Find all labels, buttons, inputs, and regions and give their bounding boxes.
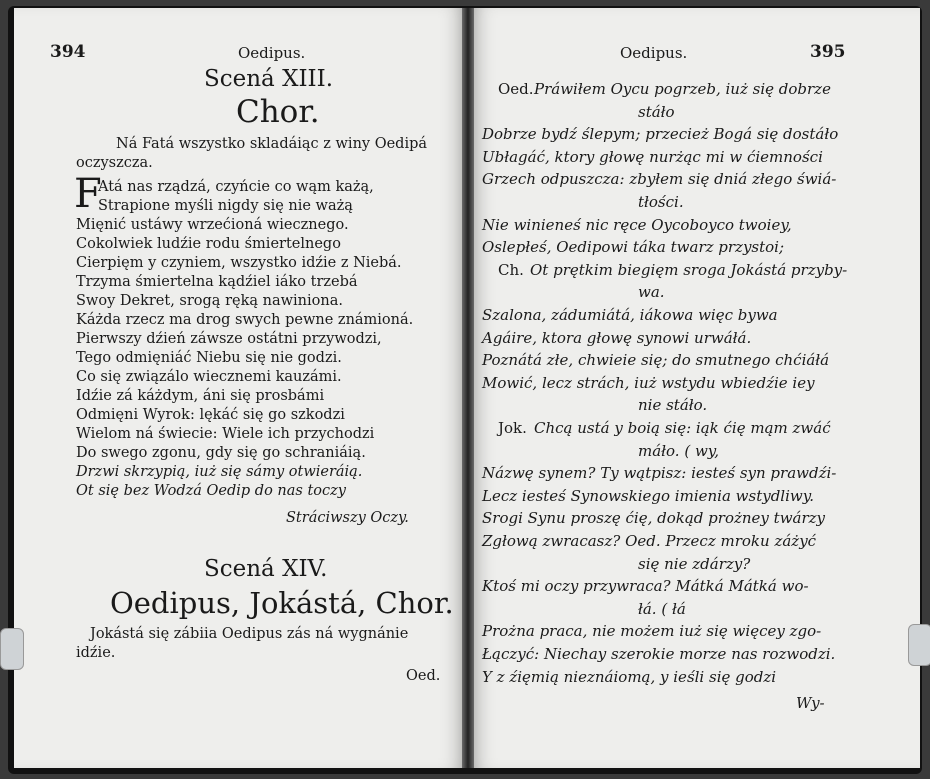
verse-line: się nie zdárzy? [638,554,751,573]
verse-line: Cierpięm y czyniem, wszystko idźie z Niebá. [76,255,402,271]
verse-line: Zgłową zwracasz? Oed. Przecz mroku záżyć [482,532,817,550]
verse-line: Swoy Dekret, srogą ręką nawiniona. [76,293,343,309]
verse-line: Agáire, ktora głowę synowi urwáłá. [482,328,752,347]
scene2-speakers: Oedipus, Jokástá, Chor. [110,586,454,620]
scene2-heading: Scená XIV. [204,556,328,582]
catchword: Wy- [796,694,825,712]
verse-line: Tego odmięniáć Niebu się nie godzi. [76,350,342,366]
verse-line: Grzech odpuszcza: zbyłem się dniá złego świá- [482,170,837,189]
verse-line: Łączyć: Niechay szerokie morze nas rozwodzi. [482,645,836,663]
verse-line: Do swego zgonu, gdy się go schraniáią. [76,445,366,461]
verse-line: Srogi Synu proszę ćię, dokąd prożney twárzy [482,509,826,528]
left-page [14,8,466,768]
verse-line: Ktoś mi oczy przywraca? Mátká Mátká wo- [482,577,809,596]
left-running-head: Oedipus. [238,44,306,62]
page-clip [0,628,24,670]
verse-line: Poznátá złe, chwieie się; do smutnego chćiáłá [482,351,830,370]
verse-line: Mięnić ustáwy wrzećioná wiecznego. [76,217,349,233]
verse-line-first: Atá nas rządzá, czyńcie co wąm każą, [98,179,374,195]
verse-line: Nie winieneś nic ręce Oycoboyco twoiey, [482,215,792,234]
scene2-direction-2: idźie. [76,645,116,661]
verse-line: máło. ( wy, [638,441,720,460]
verse-line: Wielom ná świecie: Wiele ich przychodzi [76,426,375,442]
verse-line: stáło [638,102,675,121]
speaker-label: Oed. [498,80,534,98]
verse-line: Oslepłeś, Oedipowi táka twarz przystoi; [482,238,785,257]
verse-line: Káżda rzecz ma drog swych pewne známioná. [76,312,414,328]
stage-direction-2: oczyszcza. [76,155,153,171]
verse-line: nie stáło. [638,396,708,415]
speaker-label: Ch. [498,260,524,279]
italic-verse-line: Ot się bez Wodzá Oedip do nas toczy [76,483,346,499]
page-clip [908,624,930,666]
verse-line: Szalona, zádumiátá, iákowa więc bywa [482,306,778,324]
speaker-heading: Chor. [236,94,320,130]
verse-line: Dobrze bydź ślepym; przecież Bogá się dostáło [482,125,839,144]
italic-verse-line: Drzwi skrzypią, iuż się sámy otwieráią. [76,464,363,480]
left-page-number: 394 [50,42,86,62]
catchword: Oed. [406,668,441,684]
verse-line: Práwiłem Oycu pogrzeb, iuż się dobrze [534,80,831,98]
verse-line: Ot prętkim biegięm sroga Jokástá przyby- [530,260,848,279]
verse-line: Trzyma śmiertelna kądźiel iáko trzebá [76,274,358,290]
verse-line: Strapione myśli nigdy się nie ważą [98,198,353,214]
scene-heading: Scená XIII. [204,66,334,92]
right-page [470,8,920,768]
verse-line: Idźie zá káżdym, áni się prosbámi [76,388,325,404]
verse-line: Odmięni Wyrok: lękáć się go szkodzi [76,407,345,423]
scene2-direction-1: Jokástá się zábiia Oedipus zás ná wygnánie [90,626,409,642]
verse-line: Chcą ustá y boią się: iąk ćię mąm zwáć [534,419,831,437]
speaker-label: Jok. [498,419,527,437]
verse-line: Y z źięmią nieznáiomą, y ieśli się godzi [482,667,777,686]
right-running-head: Oedipus. [620,44,688,62]
verse-line: Lecz iesteś Synowskiego imienia wstydliwy. [482,486,814,505]
verse-line: Mowić, lecz strách, iuż wstydu wbiedźie iey [482,373,815,392]
verse-line: Cokolwiek ludźie rodu śmiertelnego [76,236,341,252]
verse-line: Prożna praca, nie możem iuż się więcey zgo- [482,622,822,641]
verse-line: tłości. [638,193,684,211]
stage-direction-1: Ná Fatá wszystko skladáiąc z winy Oedipá [116,136,428,152]
italic-verse-end: Stráciwszy Oczy. [286,510,409,526]
verse-line: Ubłagáć, ktory głowę nurżąc mi w ćiemności [482,147,823,166]
verse-line: łá. ( łá [638,599,686,618]
verse-line: wa. [638,283,665,302]
verse-line: Pierwszy dźień záwsze ostátni przywodzi, [76,331,382,347]
drop-cap: F [74,171,102,217]
verse-line: Názwę synem? Ty wątpisz: iesteś syn prawdźi- [482,464,837,483]
right-page-number: 395 [810,42,846,62]
verse-line: Co się związálo wiecznemi kauzámi. [76,369,342,385]
book-spine [462,8,474,768]
